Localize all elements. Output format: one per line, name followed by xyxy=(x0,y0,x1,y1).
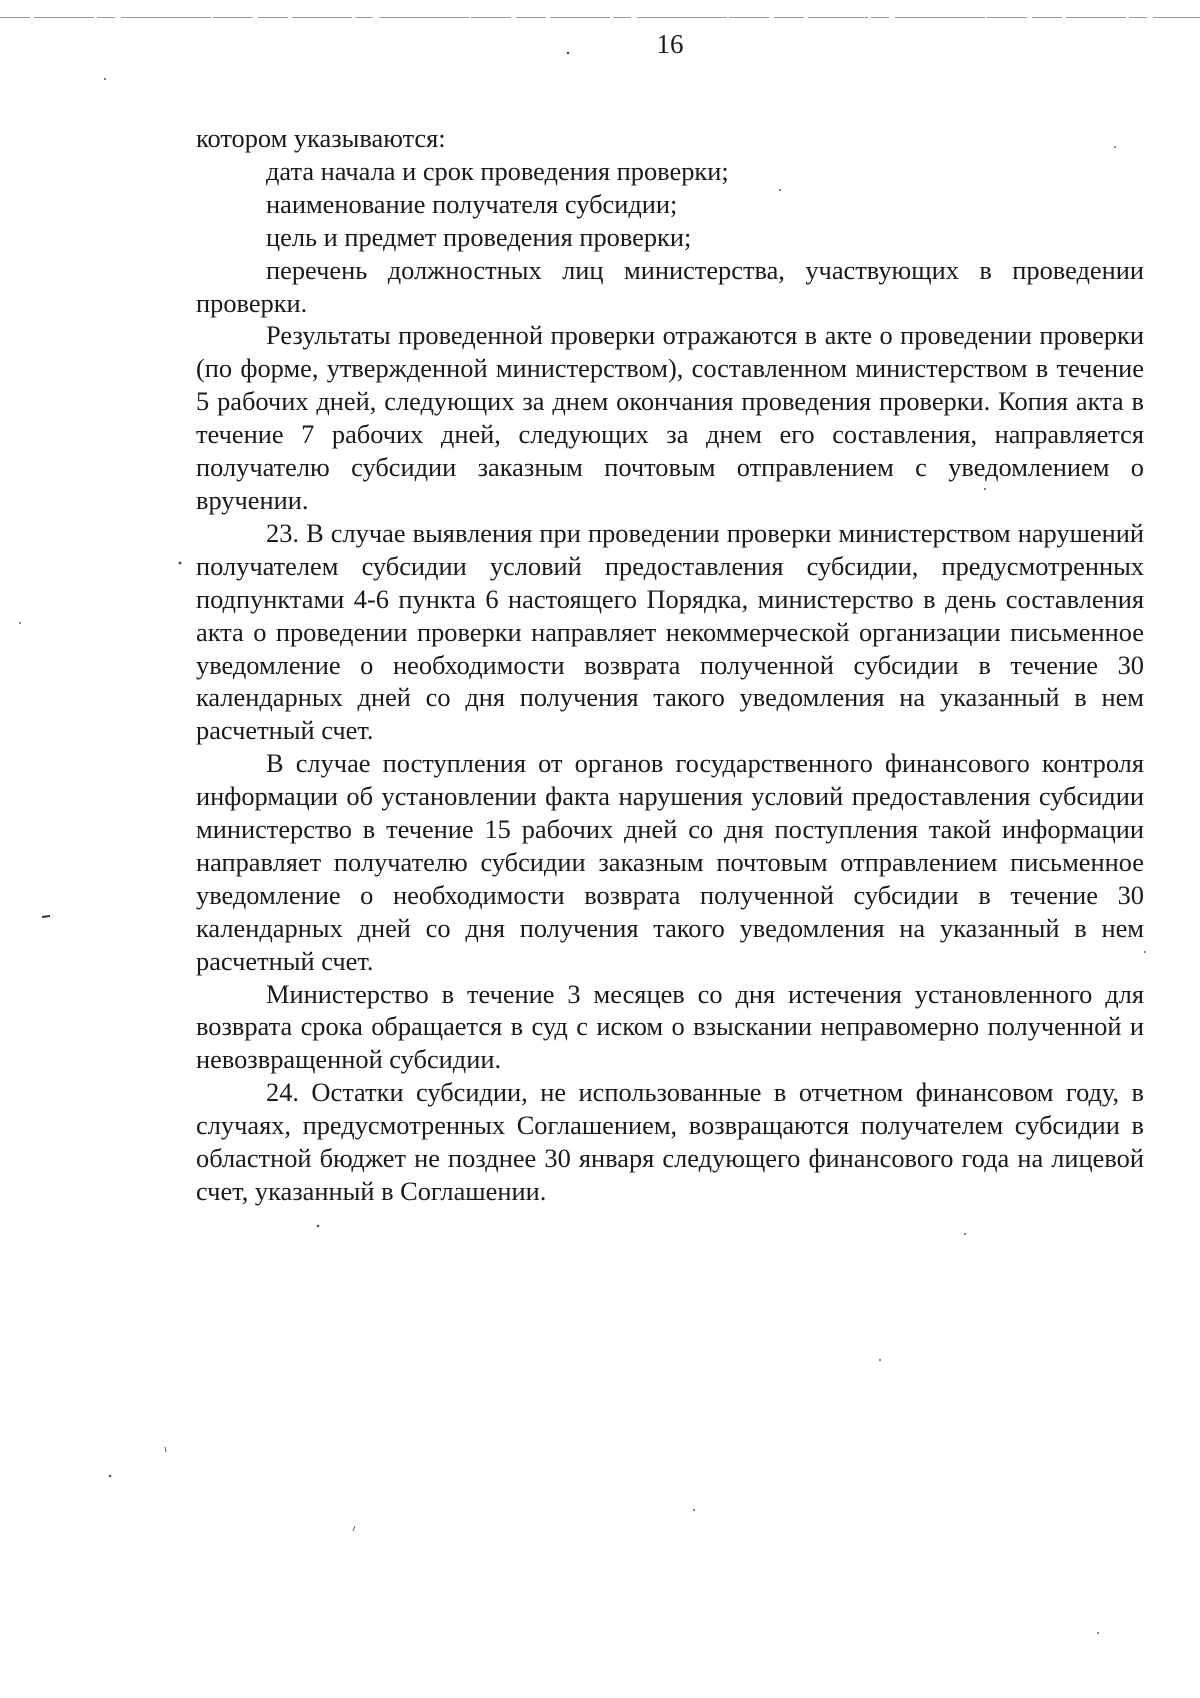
page-number: 16 xyxy=(656,29,684,59)
paragraph-intro: котором указываются: xyxy=(196,123,446,153)
scan-top-edge xyxy=(0,16,1200,20)
paragraph-inspection-results: Результаты проведенной проверки отражаются в акте о проведении проверки (по форме, утвержденной министерством), составленном министерством в течение 5 рабочих дней, следующих за днем окончания проведения проверки. Копия акта в течение 7 рабочих дней, следующих за днем его составления, направляется получателю субсидии заказным почтовым отправлением с уведомлением о вручении. xyxy=(196,320,1144,515)
list-item-purpose: цель и предмет проведения проверки; xyxy=(266,221,692,252)
list-item-officials: перечень должностных лиц министерства, участвующих в проведении проверки. xyxy=(196,254,1144,318)
list-item-start-date: дата начала и срок проведения проверки; xyxy=(266,155,729,186)
paragraph-financial-control: В случае поступления от органов государственного финансового контроля информации об установлении факта нарушения условий предоставления субсидии министерство в течение 15 рабочих дней со дня поступления такой информации направляет получателю субсидии заказным почтовым отправлением письменное уведомление о необходимости возврата полученной субсидии в течение 30 календарных дней со дня получения такого уведомления на указанный в нем расчетный счет. xyxy=(196,748,1144,976)
paragraph-clause-24: 24. Остатки субсидии, не использованные в отчетном финансовом году, в случаях, предусмотренных Соглашением, возвращаются получателем субсидии в областной бюджет не позднее 30 января следующего финансового года на лицевой счет, указанный в Соглашении. xyxy=(196,1077,1144,1206)
paragraph-clause-23: 23. В случае выявления при проведении проверки министерством нарушений получателем субсидии условий предоставления субсидии, предусмотренных подпунктами 4-6 пункта 6 настоящего Порядка, министерство в день составления акта о проведении проверки направляет некоммерческой организации письменное уведомление о необходимости возврата полученной субсидии в течение 30 календарных дней со дня получения такого уведомления на указанный в нем расчетный счет. xyxy=(196,517,1144,746)
list-item-recipient-name: наименование получателя субсидии; xyxy=(266,188,678,219)
document-body xyxy=(196,122,1144,1208)
paragraph-court-claim: Министерство в течение 3 месяцев со дня истечения установленного для возврата срока обращается в суд с иском о взыскании неправомерно полученной и невозвращенной субсидии. xyxy=(196,978,1144,1075)
